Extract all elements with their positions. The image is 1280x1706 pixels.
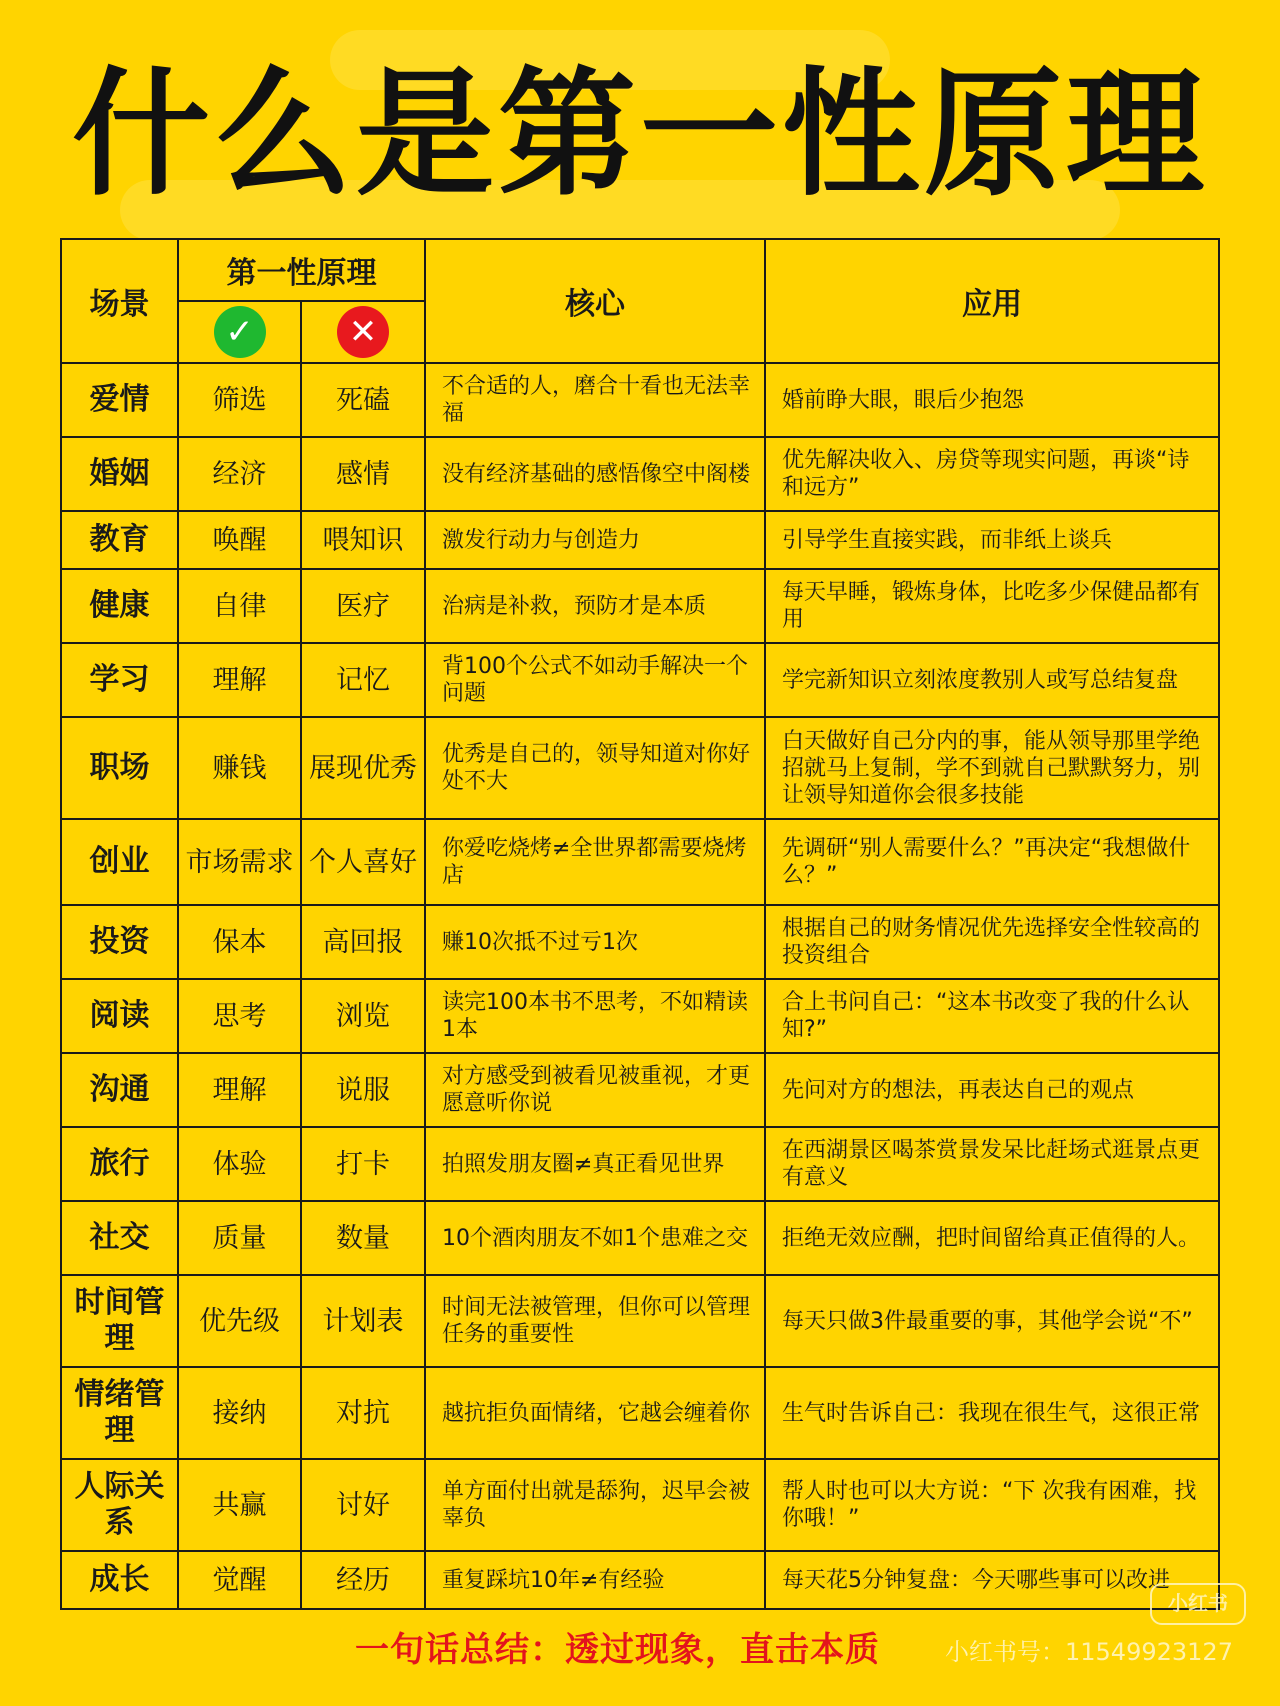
cell-core: 没有经济基础的感悟像空中阁楼 [425, 437, 765, 511]
cell-application: 白天做好自己分内的事，能从领导那里学绝招就马上复制，学不到就自己默默努力，别让领导知道你会很多技能 [765, 717, 1219, 819]
table-row [61, 1275, 1219, 1367]
watermark-logo: 小红书 [1150, 1583, 1246, 1625]
cell-not-principle: 打卡 [301, 1127, 425, 1201]
cell-core: 优秀是自己的，领导知道对你好处不大 [425, 717, 765, 819]
header-wrong [301, 301, 425, 363]
cell-core: 背100个公式不如动手解决一个问题 [425, 643, 765, 717]
table-row [61, 979, 1219, 1053]
summary-text: 一句话总结：透过现象，直击本质 [355, 1630, 880, 1670]
cell-first-principle: 理解 [178, 1053, 301, 1127]
cell-core: 治病是补救，预防才是本质 [425, 569, 765, 643]
cell-not-principle: 高回报 [301, 905, 425, 979]
table-row [61, 569, 1219, 643]
cell-scene: 投资 [61, 905, 178, 979]
table-body [61, 363, 1219, 1609]
table-row [61, 717, 1219, 819]
cell-not-principle: 喂知识 [301, 511, 425, 569]
header-correct [178, 301, 301, 363]
table-row [61, 1551, 1219, 1609]
table-row [61, 643, 1219, 717]
cell-first-principle: 唤醒 [178, 511, 301, 569]
cell-first-principle: 市场需求 [178, 819, 301, 905]
cell-core: 不合适的人，磨合十看也无法幸福 [425, 363, 765, 437]
cell-not-principle: 浏览 [301, 979, 425, 1053]
cell-core: 读完100本书不思考，不如精读1本 [425, 979, 765, 1053]
cell-application: 每天花5分钟复盘：今天哪些事可以改进 [765, 1551, 1219, 1609]
cell-application: 婚前睁大眼，眼后少抱怨 [765, 363, 1219, 437]
cell-not-principle: 个人喜好 [301, 819, 425, 905]
cell-first-principle: 共赢 [178, 1459, 301, 1551]
cell-application: 根据自己的财务情况优先选择安全性较高的投资组合 [765, 905, 1219, 979]
cell-first-principle: 优先级 [178, 1275, 301, 1367]
cell-application: 先问对方的想法，再表达自己的观点 [765, 1053, 1219, 1127]
cell-application: 每天早睡，锻炼身体，比吃多少保健品都有用 [765, 569, 1219, 643]
cell-first-principle: 觉醒 [178, 1551, 301, 1609]
cell-scene: 教育 [61, 511, 178, 569]
cell-core: 激发行动力与创造力 [425, 511, 765, 569]
table-row [61, 363, 1219, 437]
cell-first-principle: 筛选 [178, 363, 301, 437]
cell-first-principle: 赚钱 [178, 717, 301, 819]
cell-scene: 学习 [61, 643, 178, 717]
cell-not-principle: 说服 [301, 1053, 425, 1127]
principle-table [60, 238, 1220, 1610]
table-row [61, 511, 1219, 569]
cell-not-principle: 数量 [301, 1201, 425, 1275]
cell-core: 10个酒肉朋友不如1个患难之交 [425, 1201, 765, 1275]
cross-icon: ✕ [337, 306, 389, 358]
table-row [61, 1127, 1219, 1201]
cell-core: 重复踩坑10年≠有经验 [425, 1551, 765, 1609]
cell-not-principle: 医疗 [301, 569, 425, 643]
cell-scene: 旅行 [61, 1127, 178, 1201]
table-row [61, 1201, 1219, 1275]
page-title: 什么是第一性原理 [71, 54, 1208, 215]
table-row [61, 819, 1219, 905]
cell-core: 你爱吃烧烤≠全世界都需要烧烤店 [425, 819, 765, 905]
cell-application: 生气时告诉自己：我现在很生气，这很正常 [765, 1367, 1219, 1459]
table-row [61, 1459, 1219, 1551]
cell-not-principle: 计划表 [301, 1275, 425, 1367]
cell-core: 时间无法被管理，但你可以管理任务的重要性 [425, 1275, 765, 1367]
cell-scene: 阅读 [61, 979, 178, 1053]
cell-scene: 情绪管理 [61, 1367, 178, 1459]
cell-first-principle: 经济 [178, 437, 301, 511]
cell-first-principle: 思考 [178, 979, 301, 1053]
cell-application: 先调研“别人需要什么？”再决定“我想做什么？” [765, 819, 1219, 905]
header-core: 核心 [425, 239, 765, 363]
header-application: 应用 [765, 239, 1219, 363]
cell-scene: 社交 [61, 1201, 178, 1275]
cell-core: 单方面付出就是舔狗，迟早会被辜负 [425, 1459, 765, 1551]
cell-scene: 职场 [61, 717, 178, 819]
table-row [61, 1053, 1219, 1127]
header-principle: 第一性原理 [178, 239, 425, 301]
cell-not-principle: 对抗 [301, 1367, 425, 1459]
cell-application: 每天只做3件最重要的事，其他学会说“不” [765, 1275, 1219, 1367]
cell-scene: 健康 [61, 569, 178, 643]
watermark-text: 小红书号：115499231​27 [945, 1638, 1233, 1666]
header-scene: 场景 [61, 239, 178, 363]
cell-not-principle: 经历 [301, 1551, 425, 1609]
cell-not-principle: 展现优秀 [301, 717, 425, 819]
cell-first-principle: 体验 [178, 1127, 301, 1201]
cell-core: 拍照发朋友圈≠真正看见世界 [425, 1127, 765, 1201]
check-icon: ✓ [214, 306, 266, 358]
cell-scene: 沟通 [61, 1053, 178, 1127]
cell-first-principle: 理解 [178, 643, 301, 717]
cell-not-principle: 死磕 [301, 363, 425, 437]
cell-scene: 婚姻 [61, 437, 178, 511]
cell-not-principle: 感情 [301, 437, 425, 511]
cell-scene: 创业 [61, 819, 178, 905]
cell-first-principle: 保本 [178, 905, 301, 979]
cell-not-principle: 讨好 [301, 1459, 425, 1551]
cell-scene: 人际关系 [61, 1459, 178, 1551]
table-row [61, 437, 1219, 511]
cell-core: 赚10次抵不过亏1次 [425, 905, 765, 979]
cell-first-principle: 质量 [178, 1201, 301, 1275]
cell-scene: 时间管理 [61, 1275, 178, 1367]
cell-core: 对方感受到被看见被重视，才更愿意听你说 [425, 1053, 765, 1127]
cell-application: 在西湖景区喝茶赏景发呆比赶场式逛景点更有意义 [765, 1127, 1219, 1201]
cell-application: 引导学生直接实践，而非纸上谈兵 [765, 511, 1219, 569]
cell-application: 帮人时也可以大方说：“下 次我有困难，找你哦！” [765, 1459, 1219, 1551]
cell-first-principle: 接纳 [178, 1367, 301, 1459]
cell-application: 学完新知识立刻浓度教别人或写总结复盘 [765, 643, 1219, 717]
cell-scene: 爱情 [61, 363, 178, 437]
cell-core: 越抗拒负面情绪，它越会缠着你 [425, 1367, 765, 1459]
cell-not-principle: 记忆 [301, 643, 425, 717]
cell-application: 优先解决收入、房贷等现实问题，再谈“诗和远方” [765, 437, 1219, 511]
table-row [61, 1367, 1219, 1459]
cell-application: 合上书问自己：“这本书改变了我的什么认知?” [765, 979, 1219, 1053]
cell-scene: 成长 [61, 1551, 178, 1609]
cell-first-principle: 自律 [178, 569, 301, 643]
cell-application: 拒绝无效应酬，把时间留给真正值得的人。 [765, 1201, 1219, 1275]
table-row [61, 905, 1219, 979]
